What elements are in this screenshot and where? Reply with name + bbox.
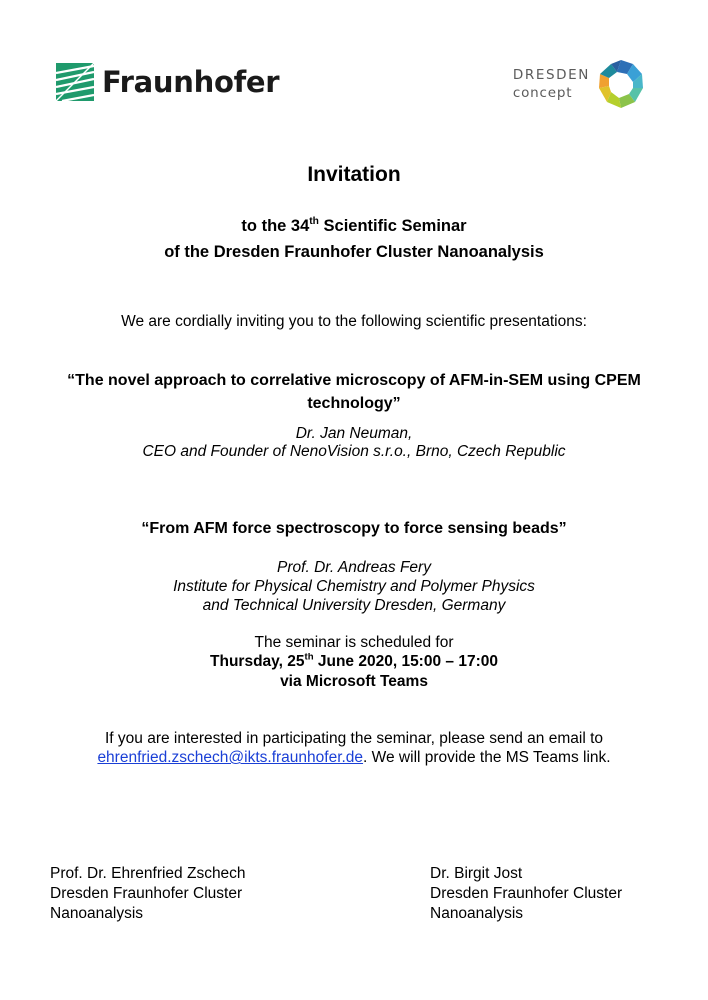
schedule-platform: via Microsoft Teams <box>280 673 428 690</box>
dresden-logo-line1: DRESDEN <box>512 67 590 83</box>
email-link[interactable]: ehrenfried.zschech@ikts.fraunhofer.de <box>97 749 364 766</box>
fraunhofer-logo-icon <box>56 63 94 101</box>
schedule-date-sup: th <box>304 651 314 663</box>
subtitle-sup: th <box>309 215 319 227</box>
dresden-concept-logo-icon <box>596 58 646 110</box>
fraunhofer-logo-text: Fraunhofer <box>102 65 280 99</box>
schedule-date <box>0 653 708 671</box>
signature-right-name: Dr. Birgit Jost <box>430 865 523 882</box>
contact-line1: If you are interested in participating the seminar, please send an email to <box>104 730 603 747</box>
talk-2-title: “From AFM force spectroscopy to force sensing beads” <box>141 520 567 537</box>
talk-1-title: “The novel approach to correlative microscopy of AFM-in-SEM using CPEM technology” <box>67 372 641 412</box>
dresden-logo-line2: concept <box>512 85 573 101</box>
signature-right-org1: Dresden Fraunhofer Cluster <box>430 885 623 902</box>
page-title: Invitation <box>307 163 401 186</box>
schedule-date-suffix: June 2020, 15:00 – 17:00 <box>313 653 498 670</box>
talk-2-affiliation-line1: Institute for Physical Chemistry and Polymer Physics <box>173 578 535 595</box>
talk-2-speaker: Prof. Dr. Andreas Fery <box>277 559 431 576</box>
contact-line2 <box>0 749 708 767</box>
intro-text: We are cordially inviting you to the following scientific presentations: <box>121 313 587 330</box>
dresden-concept-logo <box>513 58 646 110</box>
fraunhofer-logo <box>56 62 279 102</box>
signature-left-org2: Nanoanalysis <box>50 905 144 922</box>
schedule-date-prefix: Thursday, 25 <box>210 653 305 670</box>
signature-left <box>50 864 246 924</box>
seminar-subtitle-line1 <box>0 217 708 236</box>
schedule-intro: The seminar is scheduled for <box>254 634 454 651</box>
dresden-concept-logo-text <box>513 66 590 102</box>
talk-1-affiliation: CEO and Founder of NenoVision s.r.o., Brno, Czech Republic <box>142 443 566 460</box>
signature-right-org2: Nanoanalysis <box>430 905 524 922</box>
signature-left-name: Prof. Dr. Ehrenfried Zschech <box>50 865 246 882</box>
signature-left-org1: Dresden Fraunhofer Cluster <box>50 885 243 902</box>
talk-2-affiliation-line2: and Technical University Dresden, Germany <box>202 597 506 614</box>
seminar-subtitle-line2: of the Dresden Fraunhofer Cluster Nanoanalysis <box>164 243 544 261</box>
contact-line2-suffix: . We will provide the MS Teams link. <box>363 749 611 766</box>
talk-1-speaker: Dr. Jan Neuman, <box>295 425 413 442</box>
subtitle-suffix: Scientific Seminar <box>318 217 467 235</box>
subtitle-prefix: to the 34 <box>241 217 310 235</box>
signature-right <box>430 864 622 924</box>
